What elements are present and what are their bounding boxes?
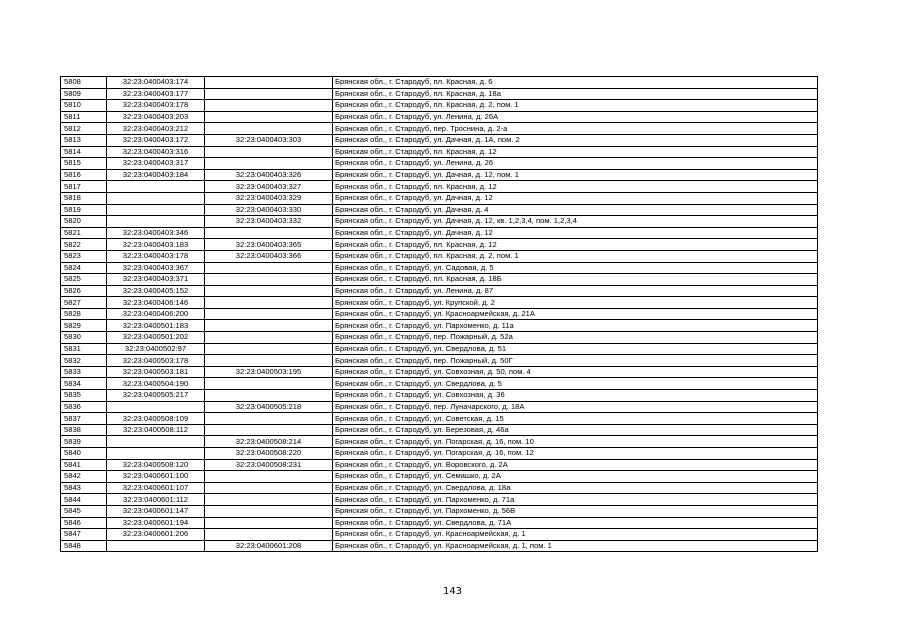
row-number-cell: 5837 — [61, 413, 107, 425]
row-number-cell: 5820 — [61, 216, 107, 228]
old-cadastral-number-cell: 32:23:0400405:152 — [107, 285, 205, 297]
table-row — [61, 505, 818, 517]
address-cell: Брянская обл., г. Стародуб, ул. Садовая, д. 5 — [333, 262, 818, 274]
row-number-cell: 5831 — [61, 343, 107, 355]
address-cell: Брянская обл., г. Стародуб, ул. Ленина, д. 26А — [333, 111, 818, 123]
table-row — [61, 77, 818, 89]
old-cadastral-number-cell: 32:23:0400403:174 — [107, 77, 205, 89]
new-cadastral-number-cell — [205, 227, 333, 239]
new-cadastral-number-cell: 32:23:0400601:208 — [205, 540, 333, 552]
row-number-cell: 5848 — [61, 540, 107, 552]
new-cadastral-number-cell — [205, 494, 333, 506]
table-row — [61, 355, 818, 367]
old-cadastral-number-cell — [107, 192, 205, 204]
table-row — [61, 540, 818, 552]
row-number-cell: 5818 — [61, 192, 107, 204]
old-cadastral-number-cell: 32:23:0400403:184 — [107, 169, 205, 181]
row-number-cell: 5825 — [61, 274, 107, 286]
table-row — [61, 343, 818, 355]
old-cadastral-number-cell — [107, 448, 205, 460]
address-cell: Брянская обл., г. Стародуб, ул. Дачная, д. 12, кв. 1,2,3,4, пом. 1,2,3,4 — [333, 216, 818, 228]
row-number-cell: 5835 — [61, 390, 107, 402]
row-number-cell: 5844 — [61, 494, 107, 506]
row-number-cell: 5819 — [61, 204, 107, 216]
new-cadastral-number-cell — [205, 285, 333, 297]
row-number-cell: 5814 — [61, 146, 107, 158]
new-cadastral-number-cell — [205, 355, 333, 367]
address-cell: Брянская обл., г. Стародуб, пл. Красная, д. 18Б — [333, 274, 818, 286]
new-cadastral-number-cell — [205, 262, 333, 274]
address-cell: Брянская обл., г. Стародуб, ул. Красноармейская, д. 1, пом. 1 — [333, 540, 818, 552]
address-cell: Брянская обл., г. Стародуб, ул. Красноармейская, д. 1 — [333, 529, 818, 541]
cadastral-table — [60, 76, 818, 552]
new-cadastral-number-cell: 32:23:0400403:366 — [205, 250, 333, 262]
row-number-cell: 5833 — [61, 366, 107, 378]
new-cadastral-number-cell — [205, 297, 333, 309]
address-cell: Брянская обл., г. Стародуб, ул. Совхозная, д. 36 — [333, 390, 818, 402]
address-cell: Брянская обл., г. Стародуб, ул. Воровского, д. 2А — [333, 459, 818, 471]
address-cell: Брянская обл., г. Стародуб, ул. Дачная, д. 4 — [333, 204, 818, 216]
new-cadastral-number-cell — [205, 413, 333, 425]
new-cadastral-number-cell: 32:23:0400508:231 — [205, 459, 333, 471]
table-row — [61, 413, 818, 425]
old-cadastral-number-cell: 32:23:0400601:206 — [107, 529, 205, 541]
table-row — [61, 390, 818, 402]
address-cell: Брянская обл., г. Стародуб, пл. Красная, д. 12 — [333, 146, 818, 158]
new-cadastral-number-cell: 32:23:0400403:327 — [205, 181, 333, 193]
address-cell: Брянская обл., г. Стародуб, ул. Советская, д. 15 — [333, 413, 818, 425]
table-row — [61, 482, 818, 494]
table-row — [61, 262, 818, 274]
address-cell: Брянская обл., г. Стародуб, ул. Свердлова, д. 51 — [333, 343, 818, 355]
new-cadastral-number-cell — [205, 378, 333, 390]
row-number-cell: 5821 — [61, 227, 107, 239]
new-cadastral-number-cell — [205, 424, 333, 436]
old-cadastral-number-cell: 32:23:0400601:100 — [107, 471, 205, 483]
new-cadastral-number-cell — [205, 158, 333, 170]
table-row — [61, 424, 818, 436]
old-cadastral-number-cell: 32:23:0400403:212 — [107, 123, 205, 135]
table-row — [61, 204, 818, 216]
row-number-cell: 5832 — [61, 355, 107, 367]
old-cadastral-number-cell — [107, 204, 205, 216]
new-cadastral-number-cell: 32:23:0400403:303 — [205, 134, 333, 146]
table-row — [61, 448, 818, 460]
new-cadastral-number-cell — [205, 274, 333, 286]
address-cell: Брянская обл., г. Стародуб, ул. Дачная, д. 12 — [333, 192, 818, 204]
page-number: 143 — [442, 586, 463, 597]
new-cadastral-number-cell — [205, 123, 333, 135]
table-row — [61, 216, 818, 228]
old-cadastral-number-cell: 32:23:0400501:183 — [107, 320, 205, 332]
new-cadastral-number-cell — [205, 529, 333, 541]
row-number-cell: 5822 — [61, 239, 107, 251]
old-cadastral-number-cell: 32:23:0400508:109 — [107, 413, 205, 425]
address-cell: Брянская обл., г. Стародуб, ул. Ленина, д. 87 — [333, 285, 818, 297]
old-cadastral-number-cell: 32:23:0400501:202 — [107, 332, 205, 344]
new-cadastral-number-cell — [205, 111, 333, 123]
row-number-cell: 5839 — [61, 436, 107, 448]
table-row — [61, 378, 818, 390]
address-cell: Брянская обл., г. Стародуб, ул. Красноармейская, д. 21А — [333, 308, 818, 320]
address-cell: Брянская обл., г. Стародуб, ул. Ленина, д. 26 — [333, 158, 818, 170]
table-row — [61, 274, 818, 286]
old-cadastral-number-cell — [107, 436, 205, 448]
row-number-cell: 5830 — [61, 332, 107, 344]
table-row — [61, 158, 818, 170]
address-cell: Брянская обл., г. Стародуб, ул. Дачная, д. 1А, пом. 2 — [333, 134, 818, 146]
old-cadastral-number-cell: 32:23:0400403:203 — [107, 111, 205, 123]
new-cadastral-number-cell — [205, 77, 333, 89]
row-number-cell: 5840 — [61, 448, 107, 460]
address-cell: Брянская обл., г. Стародуб, пл. Красная, д. 6 — [333, 77, 818, 89]
new-cadastral-number-cell — [205, 343, 333, 355]
table-row — [61, 227, 818, 239]
row-number-cell: 5816 — [61, 169, 107, 181]
row-number-cell: 5847 — [61, 529, 107, 541]
table-row — [61, 134, 818, 146]
address-cell: Брянская обл., г. Стародуб, пл. Красная, д. 2, пом. 1 — [333, 250, 818, 262]
row-number-cell: 5810 — [61, 100, 107, 112]
old-cadastral-number-cell: 32:23:0400505:217 — [107, 390, 205, 402]
address-cell: Брянская обл., г. Стародуб, пер. Троснина, д. 2-а — [333, 123, 818, 135]
new-cadastral-number-cell — [205, 505, 333, 517]
new-cadastral-number-cell: 32:23:0400403:330 — [205, 204, 333, 216]
address-cell: Брянская обл., г. Стародуб, ул. Свердлова, д. 5 — [333, 378, 818, 390]
new-cadastral-number-cell — [205, 308, 333, 320]
table-row — [61, 285, 818, 297]
row-number-cell: 5828 — [61, 308, 107, 320]
table-row — [61, 517, 818, 529]
new-cadastral-number-cell: 32:23:0400503:195 — [205, 366, 333, 378]
table-row — [61, 320, 818, 332]
row-number-cell: 5841 — [61, 459, 107, 471]
old-cadastral-number-cell: 32:23:0400601:112 — [107, 494, 205, 506]
row-number-cell: 5846 — [61, 517, 107, 529]
row-number-cell: 5827 — [61, 297, 107, 309]
table-row — [61, 169, 818, 181]
old-cadastral-number-cell — [107, 540, 205, 552]
address-cell: Брянская обл., г. Стародуб, ул. Крупской, д. 2 — [333, 297, 818, 309]
old-cadastral-number-cell: 32:23:0400403:178 — [107, 100, 205, 112]
address-cell: Брянская обл., г. Стародуб, ул. Свердлова, д. 18а — [333, 482, 818, 494]
old-cadastral-number-cell: 32:23:0400601:194 — [107, 517, 205, 529]
row-number-cell: 5809 — [61, 88, 107, 100]
table-row — [61, 111, 818, 123]
new-cadastral-number-cell — [205, 320, 333, 332]
table-row — [61, 366, 818, 378]
old-cadastral-number-cell: 32:23:0400406:146 — [107, 297, 205, 309]
table-row — [61, 529, 818, 541]
new-cadastral-number-cell — [205, 517, 333, 529]
address-cell: Брянская обл., г. Стародуб, ул. Пархоменко, д. 71а — [333, 494, 818, 506]
address-cell: Брянская обл., г. Стародуб, ул. Дачная, д. 12 — [333, 227, 818, 239]
table-row — [61, 88, 818, 100]
address-cell: Брянская обл., г. Стародуб, ул. Погарская, д. 16, пом. 12 — [333, 448, 818, 460]
table-row — [61, 297, 818, 309]
address-cell: Брянская обл., г. Стародуб, ул. Погарская, д. 16, пом. 10 — [333, 436, 818, 448]
old-cadastral-number-cell — [107, 401, 205, 413]
row-number-cell: 5808 — [61, 77, 107, 89]
old-cadastral-number-cell: 32:23:0400403:367 — [107, 262, 205, 274]
old-cadastral-number-cell: 32:23:0400502:97 — [107, 343, 205, 355]
old-cadastral-number-cell: 32:23:0400403:183 — [107, 239, 205, 251]
new-cadastral-number-cell — [205, 100, 333, 112]
table-row — [61, 192, 818, 204]
table-row — [61, 471, 818, 483]
old-cadastral-number-cell: 32:23:0400403:178 — [107, 250, 205, 262]
old-cadastral-number-cell: 32:23:0400601:107 — [107, 482, 205, 494]
new-cadastral-number-cell — [205, 390, 333, 402]
row-number-cell: 5811 — [61, 111, 107, 123]
table-row — [61, 181, 818, 193]
new-cadastral-number-cell — [205, 471, 333, 483]
address-cell: Брянская обл., г. Стародуб, ул. Пархоменко, д. 11а — [333, 320, 818, 332]
new-cadastral-number-cell: 32:23:0400508:220 — [205, 448, 333, 460]
table-row — [61, 250, 818, 262]
old-cadastral-number-cell: 32:23:0400403:371 — [107, 274, 205, 286]
address-cell: Брянская обл., г. Стародуб, пер. Пожарный, д. 52а — [333, 332, 818, 344]
old-cadastral-number-cell: 32:23:0400503:181 — [107, 366, 205, 378]
address-cell: Брянская обл., г. Стародуб, ул. Совхозная, д. 50, пом. 4 — [333, 366, 818, 378]
old-cadastral-number-cell: 32:23:0400403:316 — [107, 146, 205, 158]
old-cadastral-number-cell: 32:23:0400508:120 — [107, 459, 205, 471]
row-number-cell: 5812 — [61, 123, 107, 135]
address-cell: Брянская обл., г. Стародуб, ул. Дачная, д. 12, пом. 1 — [333, 169, 818, 181]
row-number-cell: 5838 — [61, 424, 107, 436]
address-cell: Брянская обл., г. Стародуб, ул. Свердлова, д. 71А — [333, 517, 818, 529]
table-row — [61, 332, 818, 344]
address-cell: Брянская обл., г. Стародуб, пер. Луначарского, д. 18А — [333, 401, 818, 413]
old-cadastral-number-cell: 32:23:0400503:178 — [107, 355, 205, 367]
old-cadastral-number-cell: 32:23:0400508:112 — [107, 424, 205, 436]
new-cadastral-number-cell: 32:23:0400403:329 — [205, 192, 333, 204]
address-cell: Брянская обл., г. Стародуб, пл. Красная, д. 12 — [333, 239, 818, 251]
new-cadastral-number-cell: 32:23:0400403:332 — [205, 216, 333, 228]
address-cell: Брянская обл., г. Стародуб, ул. Пархоменко, д. 56В — [333, 505, 818, 517]
row-number-cell: 5843 — [61, 482, 107, 494]
old-cadastral-number-cell: 32:23:0400403:177 — [107, 88, 205, 100]
new-cadastral-number-cell — [205, 482, 333, 494]
row-number-cell: 5842 — [61, 471, 107, 483]
table-body — [61, 77, 818, 552]
new-cadastral-number-cell — [205, 88, 333, 100]
new-cadastral-number-cell: 32:23:0400508:214 — [205, 436, 333, 448]
old-cadastral-number-cell: 32:23:0400406:200 — [107, 308, 205, 320]
table-row — [61, 100, 818, 112]
row-number-cell: 5834 — [61, 378, 107, 390]
row-number-cell: 5823 — [61, 250, 107, 262]
address-cell: Брянская обл., г. Стародуб, пл. Красная, д. 18а — [333, 88, 818, 100]
table-row — [61, 459, 818, 471]
table-row — [61, 308, 818, 320]
row-number-cell: 5836 — [61, 401, 107, 413]
old-cadastral-number-cell — [107, 216, 205, 228]
row-number-cell: 5817 — [61, 181, 107, 193]
address-cell: Брянская обл., г. Стародуб, ул. Семашко, д. 2А — [333, 471, 818, 483]
old-cadastral-number-cell: 32:23:0400403:346 — [107, 227, 205, 239]
old-cadastral-number-cell: 32:23:0400403:317 — [107, 158, 205, 170]
table-row — [61, 401, 818, 413]
address-cell: Брянская обл., г. Стародуб, пер. Пожарный, д. 50Г — [333, 355, 818, 367]
table-row — [61, 239, 818, 251]
table-row — [61, 123, 818, 135]
new-cadastral-number-cell — [205, 146, 333, 158]
new-cadastral-number-cell: 32:23:0400505:218 — [205, 401, 333, 413]
row-number-cell: 5845 — [61, 505, 107, 517]
address-cell: Брянская обл., г. Стародуб, пл. Красная, д. 2, пом. 1 — [333, 100, 818, 112]
old-cadastral-number-cell: 32:23:0400403:172 — [107, 134, 205, 146]
table-row — [61, 146, 818, 158]
table-row — [61, 436, 818, 448]
new-cadastral-number-cell: 32:23:0400403:326 — [205, 169, 333, 181]
old-cadastral-number-cell: 32:23:0400504:190 — [107, 378, 205, 390]
address-cell: Брянская обл., г. Стародуб, ул. Березовая, д. 46а — [333, 424, 818, 436]
old-cadastral-number-cell — [107, 181, 205, 193]
new-cadastral-number-cell — [205, 332, 333, 344]
row-number-cell: 5813 — [61, 134, 107, 146]
new-cadastral-number-cell: 32:23:0400403:365 — [205, 239, 333, 251]
row-number-cell: 5826 — [61, 285, 107, 297]
table-row — [61, 494, 818, 506]
row-number-cell: 5829 — [61, 320, 107, 332]
address-cell: Брянская обл., г. Стародуб, пл. Красная, д. 12 — [333, 181, 818, 193]
row-number-cell: 5815 — [61, 158, 107, 170]
old-cadastral-number-cell: 32:23:0400601:147 — [107, 505, 205, 517]
row-number-cell: 5824 — [61, 262, 107, 274]
